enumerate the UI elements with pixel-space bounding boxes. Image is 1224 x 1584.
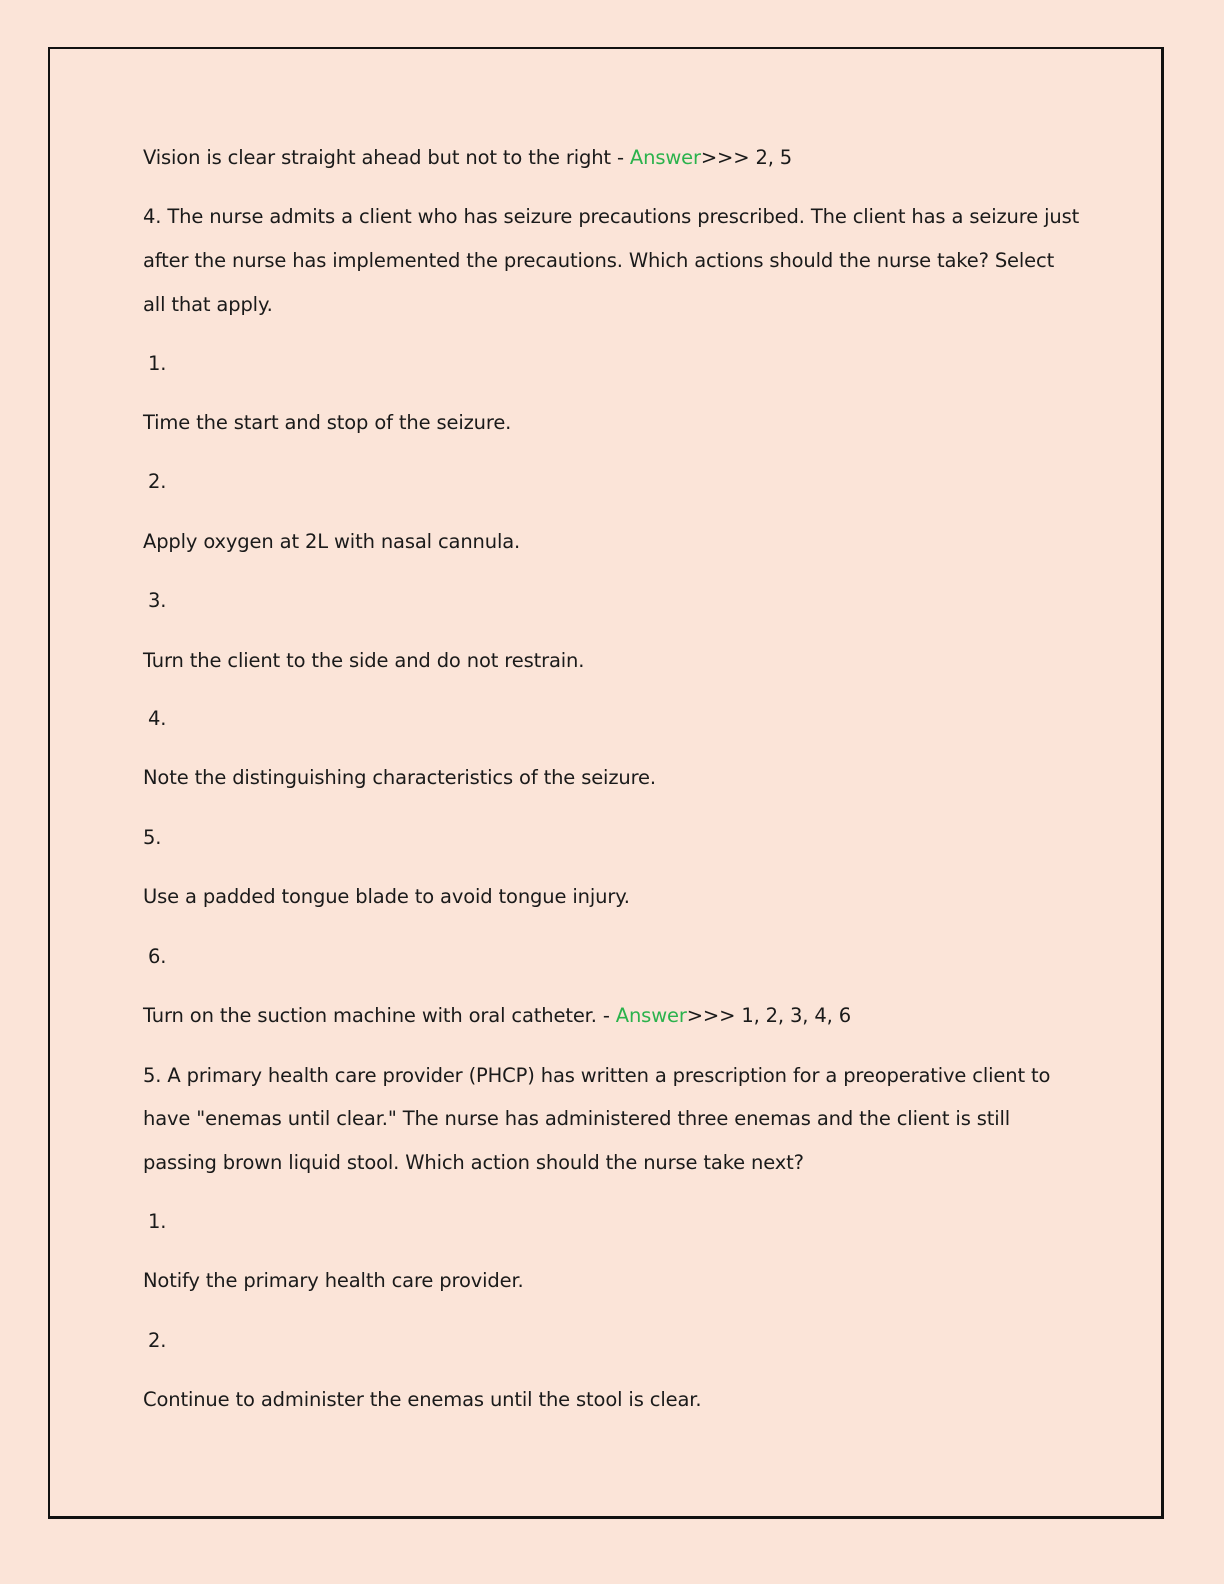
option-text: Turn the client to the side and do not restrain. <box>143 649 585 672</box>
text-segment: Vision is clear straight ahead but not to the right - <box>143 146 630 169</box>
question-5-text-line-2: have "enemas until clear." The nurse has administered three enemas and the client is still <box>143 1107 1011 1130</box>
answer-value: >>> 2, 5 <box>700 146 793 169</box>
option-number: 2. <box>148 470 167 493</box>
answer-label: Answer <box>629 146 701 169</box>
option-number: 4. <box>148 707 167 730</box>
answer-line-q3 <box>143 146 792 170</box>
answer-line-q4 <box>143 1004 851 1028</box>
option-number: 1. <box>148 352 167 375</box>
option-number: 3. <box>148 589 167 612</box>
option-number: 2. <box>148 1329 167 1352</box>
option-text: Apply oxygen at 2L with nasal cannula. <box>143 530 521 553</box>
option-text: Continue to administer the enemas until the stool is clear. <box>143 1388 702 1411</box>
question-4-text-line-3: all that apply. <box>143 293 273 316</box>
question-4-text-line-2: after the nurse has implemented the precautions. Which actions should the nurse take? Select <box>143 249 1055 272</box>
option-text: Time the start and stop of the seizure. <box>143 411 512 434</box>
option-number: 5. <box>143 826 162 849</box>
question-5-text-line-1: 5. A primary health care provider (PHCP) has written a prescription for a preoperative client to <box>143 1064 1051 1087</box>
option-text: Use a padded tongue blade to avoid tongue injury. <box>143 885 630 908</box>
answer-label: Answer <box>615 1004 687 1027</box>
answer-value: >>> 1, 2, 3, 4, 6 <box>686 1004 851 1027</box>
option-number: 1. <box>148 1210 167 1233</box>
option-number: 6. <box>148 945 167 968</box>
question-4-text-line-1: 4. The nurse admits a client who has seizure precautions prescribed. The client has a seizure just <box>143 205 1080 228</box>
question-5-text-line-3: passing brown liquid stool. Which action should the nurse take next? <box>143 1151 804 1174</box>
option-text: Notify the primary health care provider. <box>143 1269 524 1292</box>
option-text: Note the distinguishing characteristics of the seizure. <box>143 766 656 789</box>
option-text: Turn on the suction machine with oral catheter. - <box>143 1004 616 1027</box>
